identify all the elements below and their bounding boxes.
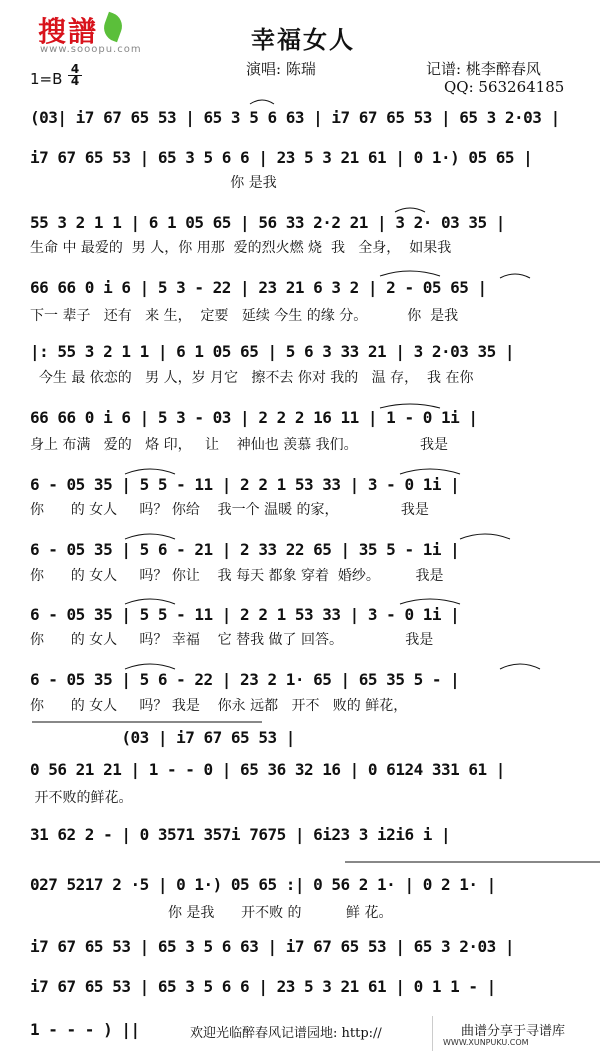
slur-mark bbox=[395, 208, 425, 212]
lyric-line-10: 你 的 女人 吗？ 我是 你永 远都 开不 败的 鲜花， bbox=[30, 698, 408, 714]
score-line-10: 6 - 05 35 | 5 6 - 22 | 23 2 1· 65 | 65 35 5 - | bbox=[30, 670, 460, 689]
slur-mark bbox=[125, 664, 175, 669]
score-line-15: i7 67 65 53 | 65 3 5 6 63 | i7 67 65 53 | 65 3 2·03 | bbox=[30, 937, 515, 956]
slur-mark bbox=[250, 100, 274, 104]
score-line-9: 6 - 05 35 | 5 5 - 11 | 2 2 1 53 33 | 3 - 0 1i | bbox=[30, 605, 460, 624]
lyric-line-14: 你 是我 开不败 的 鲜 花。 bbox=[30, 905, 393, 921]
lyric-line-12: 开不败的鲜花。 bbox=[30, 790, 133, 806]
meter-top: 4 bbox=[70, 62, 80, 76]
footer-url: WWW.XUNPUKU.COM bbox=[443, 1038, 529, 1047]
slur-mark bbox=[500, 274, 530, 278]
lyric-line-4: 下一 辈子 还有 来 生， 定要 延续 今生 的缘 分。 你 是我 bbox=[30, 308, 459, 324]
score-line-13: 31 62 2 - | 0 3571 357i 7675 | 6i23 3 i2i6 i | bbox=[30, 825, 451, 844]
footer-welcome: 欢迎光临醉春风记谱园地: http:// bbox=[190, 1026, 382, 1041]
slur-mark bbox=[125, 599, 175, 604]
slur-mark bbox=[125, 534, 175, 539]
score-line-16: i7 67 65 53 | 65 3 5 6 6 | 23 5 3 21 61 | 0 1 1 - | bbox=[30, 977, 496, 996]
lyric-line-8: 你 的 女人 吗？ 你让 我 每天 都象 穿着 婚纱。 我是 bbox=[30, 568, 444, 584]
slur-mark bbox=[400, 599, 460, 604]
score-line-8: 6 - 05 35 | 5 6 - 21 | 2 33 22 65 | 35 5 - 1i | bbox=[30, 540, 460, 559]
qq-contact: QQ: 563264185 bbox=[444, 78, 565, 96]
score-line-5: |: 55 3 2 1 1 | 6 1 05 65 | 5 6 3 33 21 | 3 2·03 35 | bbox=[30, 342, 515, 361]
transcriber-credit: 记谱: 桃李醉春风 bbox=[426, 60, 541, 78]
lyric-line-2: 你 是我 bbox=[30, 175, 277, 191]
score-line-6: 66 66 0 i 6 | 5 3 - 03 | 2 2 2 16 11 | 1 - 0 1i | bbox=[30, 408, 478, 427]
key-signature: 1=B bbox=[30, 70, 63, 88]
footer-share: 曲谱分享于寻谱库 bbox=[461, 1024, 566, 1039]
slur-mark bbox=[380, 271, 440, 276]
score-line-12: 0 56 21 21 | 1 - - 0 | 65 36 32 16 | 0 6124 331 61 | bbox=[30, 760, 505, 779]
song-title: 幸福女人 bbox=[251, 25, 355, 54]
score-line-4: 66 66 0 i 6 | 5 3 - 22 | 23 21 6 3 2 | 2 - 05 65 | bbox=[30, 278, 487, 297]
slur-mark bbox=[400, 469, 460, 474]
lyric-line-7: 你 的 女人 吗？ 你给 我一个 温暖 的家， 我是 bbox=[30, 502, 429, 518]
lyric-line-9: 你 的 女人 吗？ 幸福 它 替我 做了 回答。 我是 bbox=[30, 632, 434, 648]
score-line-7: 6 - 05 35 | 5 5 - 11 | 2 2 1 53 33 | 3 - 0 1i | bbox=[30, 475, 460, 494]
score-line-17: 1 - - - ) || bbox=[30, 1020, 140, 1039]
score-line-11: (03 | i7 67 65 53 | bbox=[30, 728, 295, 747]
lyric-line-6: 身上 布满 爱的 烙 印， 让 神仙也 羡慕 我们。 我是 bbox=[30, 437, 448, 453]
score-line-1: (03| i7 67 65 53 | 65 3 5 6 63 | i7 67 65 53 | 65 3 2·03 | bbox=[30, 108, 560, 127]
score-line-2: i7 67 65 53 | 65 3 5 6 6 | 23 5 3 21 61 | 0 1·) 05 65 | bbox=[30, 148, 533, 167]
meter-bottom: 4 bbox=[68, 75, 82, 87]
footer-watermark bbox=[432, 1016, 606, 1051]
singer-credit: 演唱: 陈瑞 bbox=[246, 60, 316, 78]
lyric-line-5: 今生 最 依恋的 男 人，岁 月它 擦不去 你对 我的 温 存， 我 在你 bbox=[30, 370, 474, 386]
slur-mark bbox=[380, 404, 440, 408]
slur-mark bbox=[460, 534, 510, 539]
score-line-3: 55 3 2 1 1 | 6 1 05 65 | 56 33 2·2 21 | 3 2· 03 35 | bbox=[30, 213, 505, 232]
slur-mark bbox=[125, 469, 175, 474]
lyric-line-3: 生命 中 最爱的 男 人，你 用那 爱的烈火燃 烧 我 全身， 如果我 bbox=[30, 240, 452, 256]
score-line-14: 027 5217 2 ·5 | 0 1·) 05 65 :| 0 56 2 1· | 0 2 1· | bbox=[30, 875, 496, 894]
slur-mark bbox=[500, 664, 540, 669]
logo-url: www.sooopu.com bbox=[40, 44, 142, 55]
logo-text: 搜譜 bbox=[38, 15, 99, 48]
